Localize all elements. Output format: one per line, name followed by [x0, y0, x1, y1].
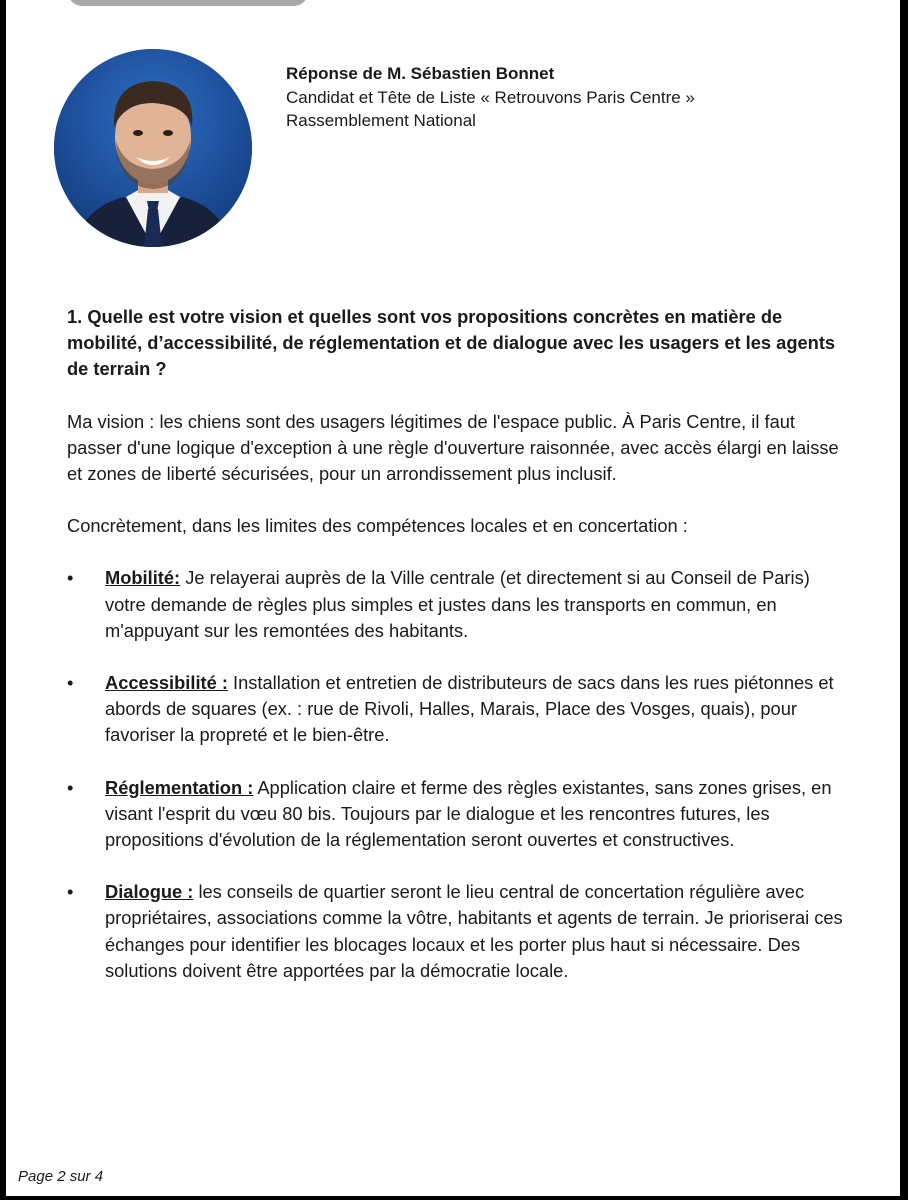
scroll-handle[interactable]	[68, 0, 308, 6]
candidate-photo	[54, 49, 252, 247]
bullet-text: les conseils de quartier seront le lieu central de concertation régulière avec propriétaires, associations comme la vôtre, habitants et agents de terrain. Je prioriserai ces échanges pour identifier les blocages locaux et les porter plus haut si nécessaire. Des solutions doivent être apportées par la démocratie locale.	[105, 881, 843, 981]
list-item-mobilite	[67, 565, 847, 644]
bullet-term: Réglementation :	[105, 776, 254, 798]
respondent-header	[286, 62, 695, 133]
list-item-dialogue	[67, 879, 847, 984]
bullet-term: Dialogue :	[105, 881, 194, 903]
page-number: Page 2 sur 4	[18, 1168, 104, 1185]
bullet-text: Installation et entretien de distributeurs de sacs dans les rues piétonnes et abords de squares (ex. : rue de Rivoli, Halles, Marais, Place des Vosges, quais), pour favoriser la propreté et le bien-être.	[105, 672, 834, 746]
question-heading: 1. Quelle est votre vision et quelles sont vos propositions concrètes en matière de mobilité, d’accessibilité, de réglementation et de dialogue avec les usagers et les agents de terrain ?	[67, 306, 836, 380]
bullet-term: Mobilité:	[105, 567, 181, 589]
list-item-accessibilite	[67, 670, 847, 749]
bullet-text: Application claire et ferme des règles existantes, sans zones grises, en visant l'esprit du vœu 80 bis. Toujours par le dialogue et les rencontres futures, les propositions d'évolution de la réglementation seront ouvertes et constructives.	[105, 776, 832, 851]
vision-paragraph: Ma vision : les chiens sont des usagers légitimes de l'espace public. À Paris Centre, il faut passer d'une logique d'exception à une règle d'ouverture raisonnée, avec accès élargi en laisse et zones de liberté sécurisées, pour un arrondissement plus inclusif.	[67, 410, 839, 485]
proposal-list	[67, 565, 847, 984]
response-body	[67, 304, 847, 1010]
bullet-icon: •	[67, 567, 74, 589]
bullet-icon: •	[67, 776, 74, 798]
intro-paragraph: Concrètement, dans les limites des compétences locales et en concertation :	[67, 515, 688, 537]
document-page	[6, 0, 900, 1196]
bullet-icon: •	[67, 672, 74, 694]
respondent-role: Candidat et Tête de Liste « Retrouvons Paris Centre »	[286, 87, 695, 107]
bullet-term: Accessibilité :	[105, 672, 228, 694]
respondent-party: Rassemblement National	[286, 111, 476, 130]
bullet-text: Je relayerai auprès de la Ville centrale (et directement si au Conseil de Paris) votre demande de règles plus simples et justes dans les transports en commun, en m'appuyant sur les remontées des habitants.	[105, 567, 810, 641]
list-item-reglementation	[67, 775, 847, 854]
respondent-name: Réponse de M. Sébastien Bonnet	[286, 64, 555, 83]
bullet-icon: •	[67, 881, 74, 903]
